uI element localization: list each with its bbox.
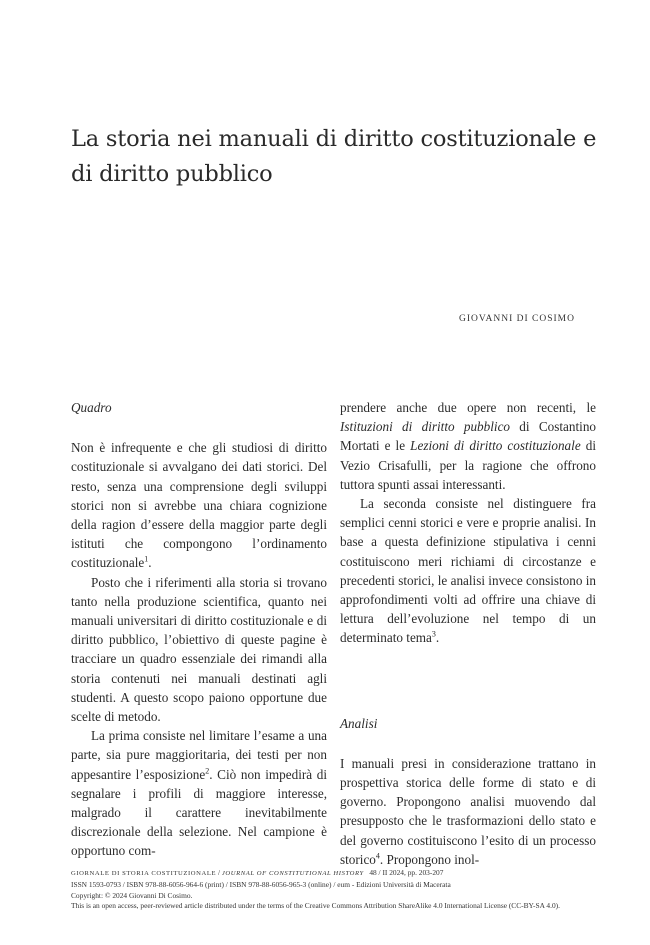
right-column [340, 398, 596, 869]
paragraph: La prima consiste nel limitare l’esame a una parte, sia pure maggioritaria, dei testi per non appesantire l’esposizione$^2$. Ciò non impedirà di segnalare i profili di maggiore interesse, malgrado il carattere inevitabilmente discrezionale della selezione. Nel campione è opportuno com- [71, 728, 327, 859]
paragraph-text: prendere anche due opere non recenti, le [340, 400, 596, 415]
footnote-ref[interactable]: 4 [375, 851, 380, 861]
paragraph-text: La prima consiste nel limitare l’esame a una parte, sia pure maggioritaria, dei testi per non appesantire l’esposizione [71, 728, 327, 782]
journal-name: GIORNALE DI STORIA COSTITUZIONALE [71, 870, 217, 877]
paragraph: La seconda consiste nel distinguere fra semplici cenni storici e vere e proprie analisi. In base a questa definizione stipulativa i cenni costituiscono meri richiami di circostanze e precedenti storici, le analisi invece consistono in approfondimenti volti ad offrire una chiave di lettura dell’evoluzione nel tempo di un determinato tema$^3$. [340, 496, 596, 646]
left-column [71, 398, 327, 861]
issn-line: ISSN 1593-0793 / ISBN 978-88-6056-964-6 (print) / ISBN 978-88-6056-965-3 (online) / eum - Edizioni Università di Macerata [71, 879, 451, 889]
page-footer [71, 868, 581, 912]
journal-name-en: JOURNAL OF CONSTITUTIONAL HISTORY [221, 870, 364, 877]
paragraph-text: Ciò non impedirà di segnalare i profili di maggiore interesse, malgrado il carattere inevitabilmente discrezionale della selezione. Nel campione è opportuno com- [71, 766, 327, 859]
paragraph-text: di Vezio Crisafulli, per la ragione che offrono tuttora spunti assai interessanti. [340, 438, 596, 492]
paragraph: Posto che i riferimenti alla storia si trovano tanto nella produzione scientifica, quanto nei manuali universitari di diritto costituzionale e di diritto pubblico, l’obiettivo di queste pagine è tracciare un quadro essenziale dei rimandi alla storia contenuti nei manuali destinati agli studenti. A questo scopo paiono opportune due scelte di metodo. [71, 574, 327, 725]
license-line: This is an open access, peer-reviewed article distributed under the terms of the Creative Commons Attribution ShareAlike 4.0 International License (CC-BY-SA 4.0). [71, 901, 560, 911]
section-title-quadro: Quadro [71, 400, 112, 415]
footnote-ref[interactable]: 2 [205, 766, 210, 776]
paragraph [340, 754, 596, 869]
book-title: Istituzioni di diritto pubblico [340, 419, 511, 435]
article-title: La storia nei manuali di diritto costituzionale e di diritto pubblico [71, 126, 597, 187]
copyright-line: Copyright: © 2024 Giovanni Di Cosimo. [71, 890, 193, 900]
paragraph [340, 398, 596, 494]
footnote-ref[interactable]: 1 [144, 555, 149, 565]
section-title-analisi: Analisi [340, 715, 378, 731]
issue-info: 48 / II 2024, pp. 203-207 [369, 868, 444, 877]
paragraph-text: . Propongono inol- [379, 851, 480, 867]
paragraph-text: di Costantino Mortati e le [340, 419, 597, 454]
author-name: GIOVANNI DI COSIMO [459, 314, 575, 324]
paragraph-text: I manuali presi in considerazione trattano in prospettiva storica delle forme di stato e di governo. Propongono analisi muovendo dal presupposto che le trasformazioni dello stato e del governo costituiscono l’esito di un processo storico [340, 755, 596, 867]
paragraph-text: La seconda consiste nel distinguere fra semplici cenni storici e vere e proprie analisi. In base a questa definizione stipulativa i cenni costituiscono meri richiami di circostanze e precedenti storici, le analisi invece consistono in approfondimenti volti ad offrire una chiave di lettura dell’evoluzione nel tempo di un determinato tema [340, 496, 596, 646]
book-title: Lezioni di diritto costituzionale [410, 438, 581, 454]
journal-line: GIORNALE DI STORIA COSTITUZIONALE / JOURNAL OF CONSTITUTIONAL HISTORY 48 / II 2024, pp. 203-207 [71, 868, 444, 877]
footnote-ref[interactable]: 3 [431, 630, 436, 640]
paragraph: Non è infrequente e che gli studiosi di diritto costituzionale si avvalgano dei dati storici. Del resto, senza una comprensione degli sviluppi storici non si avrebbe una chiara cognizione della ragion d’essere della maggior parte degli istituti che compongono l’ordinamento costituzionale$^1$. [71, 440, 327, 571]
paragraph-text: Non è infrequente e che gli studiosi di diritto costituzionale si avvalgano dei dati storici. Del resto, senza una comprensione degli sviluppi storici non si avrebbe una chiara cognizione della ragion d’essere della maggior parte degli istituti che compongono l’ordinamento costituzionale [71, 440, 327, 571]
